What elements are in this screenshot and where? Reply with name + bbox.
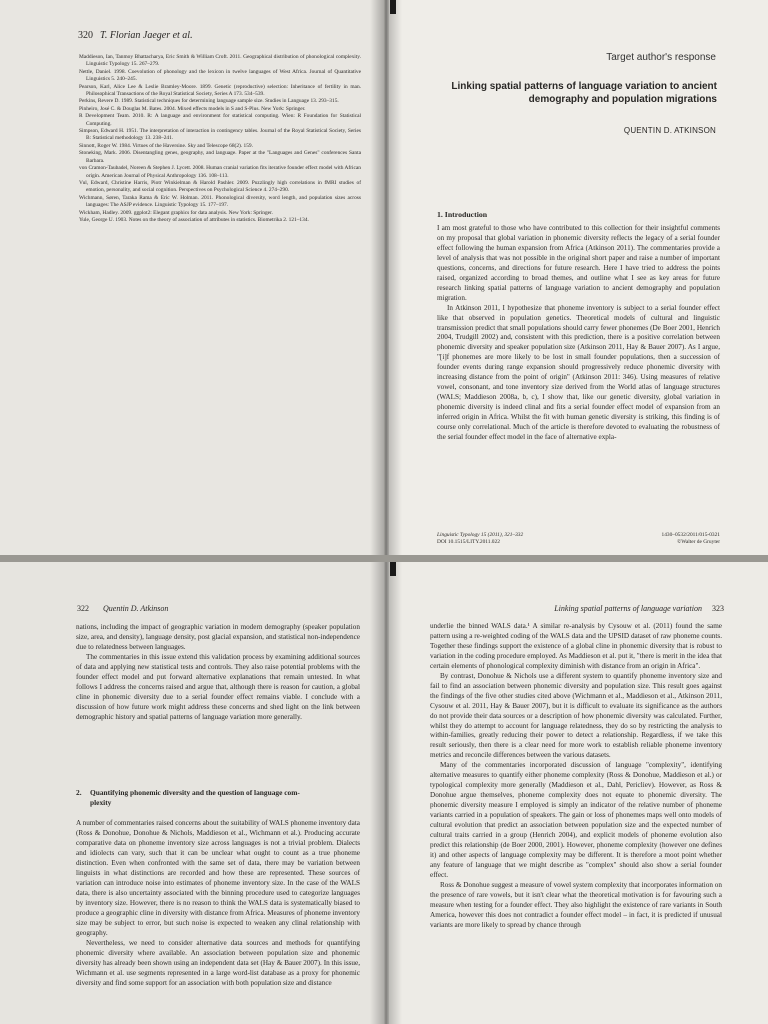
reference-entry: Simpson, Edward H. 1951. The interpretation of interaction in contingency tables. Journal of the Royal Statistical Society, Series B: Statistical methodology 13. 238–241.: [79, 128, 361, 142]
paragraph: underlie the binned WALS data.¹ A similar re-analysis by Cysouw et al. (2011) found the same pattern using a re-weighted coding of the WALS data and the UPSID dataset of raw phoneme counts. Together these findings support the existence of a global cline in phonemic diversity that is robust to variation in the coding procedure employed. As Maddieson et al. put it, "there is merit in the idea that certain elements of phonological complexity diminish with distance from an origin in Africa".: [430, 622, 722, 670]
reference-list: [79, 54, 361, 224]
page-320: [0, 0, 384, 555]
paragraph: I am most grateful to those who have contributed to this collection for their insightful comments on my proposal that global variation in phonemic diversity reflects the legacy of a serial founder effect following the human expansion from Africa (Atkinson 2011). The commentaries provide a level of analysis that was not possible in the original short paper and raise a number of important questions, concerns, and directions for future research. Here I have tried to address the points raised, organized according to broad themes, and outline what I see as key areas for future research linking spatial patterns of language variation to ancient demography and population migration.: [437, 224, 720, 302]
spine-tab: [390, 562, 396, 576]
running-head: Linking spatial patterns of language variation: [554, 604, 702, 613]
journal-footer: [437, 532, 523, 546]
section-title-continued: plexity: [90, 798, 112, 807]
issn-code: 1430–0532/2011/015-0321: [661, 532, 720, 538]
page-322: [0, 562, 384, 1024]
section-heading: 1. Introduction: [437, 210, 488, 219]
reference-entry: von Cramon-Taubadel, Noreen & Stephen J. Lycett. 2008. Human cranial variation fits iterative founder effect model with African origin. American Journal of Physical Anthropology 136. 108–113.: [79, 165, 361, 179]
reference-entry: Pinheiro, José C. & Douglas M. Bates. 2004. Mixed effects models in S and S-Plus. New York: Springer.: [79, 105, 306, 112]
article-title: Linking spatial patterns of language variation to ancient demography and population migrations: [451, 81, 717, 105]
reference-entry: Nettle, Daniel. 1998. Coevolution of phonology and the lexicon in twelve languages of West Africa. Journal of Quantitative Linguistics 5. 240–245.: [79, 68, 361, 83]
running-head: Quentin D. Atkinson: [103, 604, 169, 613]
reference-entry: Wickham, Hadley. 2009. ggplot2: Elegant graphics for data analysis. New York: Springer.: [79, 209, 273, 216]
body-text: [76, 622, 360, 722]
copyright: ©Walter de Gruyter: [677, 539, 720, 545]
section-number: 2.: [76, 788, 82, 797]
reference-entry: Pearson, Karl, Alice Lee & Leslie Bramley-Moore. 1899. Genetic (reproductive) selection: Inheritance of fertility in man. Philosophical Transactions of the Royal Statistical Society, Series A 173. 534–539.: [79, 83, 361, 98]
section-heading: [76, 788, 360, 808]
book-gutter-shadow: [370, 0, 402, 556]
reference-entry: R Development Team. 2010. R: A language and environment for statistical computing. Wien: R Foundation for Statistical Computing.: [79, 113, 361, 127]
body-text: [76, 818, 360, 988]
body-text: [437, 224, 720, 443]
section-title: Quantifying phonemic diversity and the question of language com-: [90, 788, 300, 797]
page-321: [389, 0, 768, 555]
page-number: 320: [78, 30, 93, 41]
reference-entry: Stoneking, Mark. 2006. Disentangling genes, geography, and language. Paper at the "Languages and Genes" conferences Santa Barbara.: [79, 150, 361, 164]
paragraph: Nevertheless, we need to consider alternative data sources and methods for quantifying phonemic diversity where available. An association between population size and phonemic diversity has already been shown using an independent data set (Hay & Bauer 2007). In this issue, Wichmann et al. use segments represented in a large word-list database as a proxy for phonemic diversity and find some support for an association with both population size and distance: [76, 939, 360, 987]
spread-divider: [0, 555, 768, 562]
book-gutter-shadow: [370, 562, 402, 1024]
article-author: QUENTIN D. ATKINSON: [623, 126, 716, 135]
running-head: T. Florian Jaeger et al.: [100, 30, 193, 41]
paragraph: By contrast, Donohue & Nichols use a different system to quantify phoneme inventory size and fail to find an association between phonemic diversity and population size. This result goes against the findings of the five other studies cited above (Wichmann et al., Maddieson et al., Atkinson 2011, Cysouw et al. 2011, Hay & Bauer 2007), but it is difficult to evaluate its significance as the authors do not provide their data sources or a description of how phonemic diversity was calculated. Further, whilst they do attempt to account for language relatedness, they do so by restricting the analysis to within-families, greatly reducing their power to detect a relationship. Regardless, if we take this result seriously, then there is a clear need for more work to establish reliable phoneme inventory metrics and reconcile differences between the various datasets.: [430, 671, 722, 760]
section-label: Target author's response: [606, 52, 716, 63]
paragraph: In Atkinson 2011, I hypothesize that phoneme inventory is subject to a serial founder effect like that observed in population genetics. Theoretical models of cultural and linguistic transmission predict that small populations should carry fewer phonemes (De Boer 2001, Henrich 2004, Trudgill 2002) and, consistent with this prediction, there is a positive correlation between phonemic diversity and speaker population size (Atkinson 2011, Hay & Bauer 2007). As I argue, "[i]f phonemes are more likely to be lost in small founder populations, then a succession of founder events during range expansion should progressively reduce phonemic diversity with increasing distance from the point of origin" (Atkinson 2011: 346). Using measures of relative vowel, consonant, and tone inventory size derived from the World atlas of language structures (WALS; Maddieson 2008a, b, c), I show that, like our genetic diversity, global variation in phonemic diversity is indeed clinal and fits a serial founder effect model of expansion from an inferred origin in Africa. Whilst the fit with human genetic diversity is striking, this finding is of course only correlational. Much of the article is therefore devoted to evaluating the robustness of the serial founder effect model in the face of alternative expla-: [437, 303, 720, 442]
paragraph: nations, including the impact of geographic variation in modern demography (speaker population size, area, and density), language density, post glacial expansion, and statistical non-independence due to relatedness between languages.: [76, 623, 360, 651]
spine-tab: [390, 0, 396, 14]
doi: DOI 10.1515/LITY.2011.022: [437, 539, 500, 545]
page-number: 322: [77, 604, 89, 613]
body-text: [430, 622, 722, 931]
reference-entry: Sinnott, Roger W. 1984. Virtues of the Haversine. Sky and Telescope 68(2). 159.: [79, 142, 253, 149]
paragraph: The commentaries in this issue extend this validation process by examining additional sources of data and applying new statistical tests and controls. They also raise potential problems with the founder effect model and put forward alternative explanations that remain untested. In what follows I address the concerns raised and argue that, although there is reason for caution, a global cline in phonemic diversity due to a serial founder effect remains viable. I conclude with a discussion of how future work might address these concerns and shed light on the link between demographic history and spatial patterns of language variation more generally.: [76, 653, 360, 721]
reference-entry: Perkins, Revere D. 1989. Statistical techniques for determining language sample size. Studies in Language 13. 293–315.: [79, 98, 339, 105]
paragraph: Ross & Donohue suggest a measure of vowel system complexity that incorporates information on the presence of rare vowels, but it isn't clear what the theoretical motivation is for favouring such a measure when testing for a founder effect. They also highlight the existence of rare variants in South America, however this does not contradict a founder effect model – in fact, it is predicted if unusual variants are more likely to spread by chance through: [430, 880, 722, 929]
page-323: [389, 562, 768, 1024]
publisher-footer: [662, 532, 721, 546]
paragraph: A number of commentaries raised concerns about the suitability of WALS phoneme inventory data (Ross & Donohue, Donohue & Nichols, Maddieson et al., Wichmann et al.). Producing accurate comparative data on phoneme inventory size across languages is not a trivial problem. Dialects and idiolects can vary, such that it can be unclear what ought to count as a true phoneme distinction. Even when confronted with the same set of data, there may be variation between linguists in what distinctions are recorded and how these are represented. These sources of variation can introduce noise into estimates of phoneme inventory size. In the case of the WALS data, there is also uncertainty associated with the binning procedure used to categorize languages by inventory size. However, there is no reason to think the WALS data is systematically biased to produce a geographic cline in diversity with distance from Africa. Measures of phoneme inventory size may be subject to error, but such noise is expected to weaken any clinal relationship with geography.: [76, 819, 360, 937]
page-number: 323: [712, 604, 724, 613]
reference-entry: Wichmann, Søren, Taraka Rama & Eric W. Holman. 2011. Phonological diversity, word length, and population sizes across languages: The ASJP evidence. Linguistic Typology 15. 177–197.: [79, 194, 361, 209]
reference-entry: Maddieson, Ian, Tanmoy Bhattacharya, Eric Smith & William Croft. 2011. Geographical distribution of phonological complexity. Linguistic Typology 15. 267–279.: [79, 54, 361, 68]
paragraph: Many of the commentaries incorporated discussion of language "complexity", identifying alternative measures to quantify either phoneme complexity (Ross & Donohue, Maddieson et al.) or typological complexity more generally (Maddieson et al., Dahl, Pericliev). However, as Ross & Donohue argue themselves, phoneme complexity does not equate to phonemic diversity. The phonemic diversity measure I employed is simply an indicator of the relative number of phoneme variants carried in a population of speakers. The gain or loss of phonemes maps well onto models of cultural evolution that predict an association between population size and the expected number of cultural traits carried in a group (Henrich 2004), and explicit models of phoneme evolution also predict this relationship (de Boer 2000, 2001). However, phoneme complexity (however one defines it) and other aspects of language complexity may be different. It is therefore a moot point whether any feature of language that we might describe as "complex" should also show a serial founder effect.: [430, 761, 722, 879]
reference-entry: Vul, Edward, Christine Harris, Piotr Winkielman & Harold Pashler. 2009. Puzzlingly high correlations in fMRI studies of emotion, personality, and social cognition. Perspectives on Psychological Science 4. 274–290.: [79, 179, 361, 194]
reference-entry: Yule, George U. 1903. Notes on the theory of association of attributes in statistics. Biometrika 2. 121–134.: [79, 216, 309, 223]
journal-citation: Linguistic Typology 15 (2011), 321–332: [437, 532, 524, 538]
